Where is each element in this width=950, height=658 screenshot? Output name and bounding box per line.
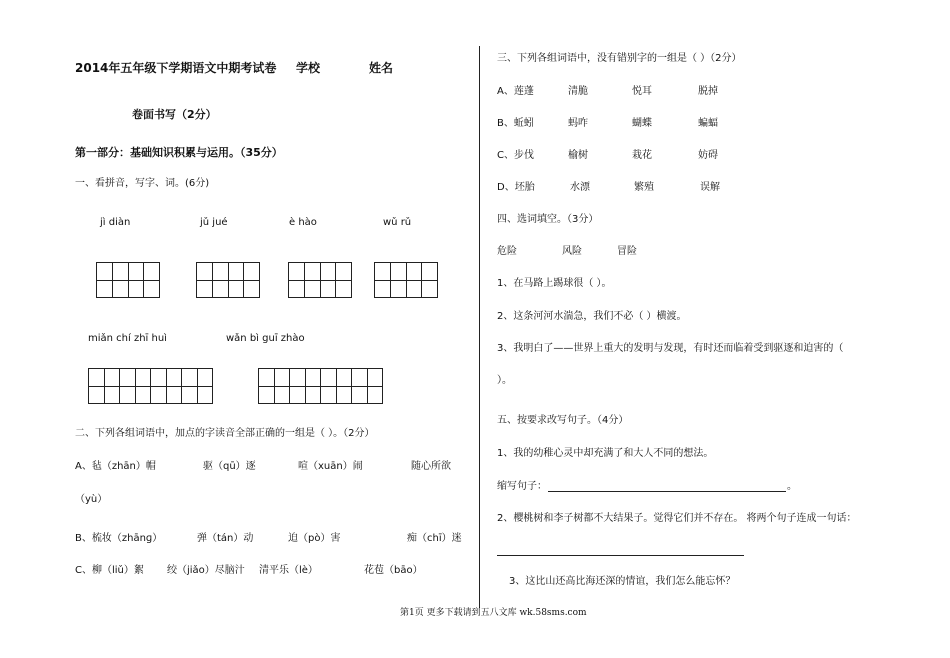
part1-heading: 第一部分：基础知识积累与运用。（35分）: [75, 146, 283, 159]
q5-sentence-2: 2、樱桃树和李子树都不大结果子。觉得它们并不存在。 将两个句子连成一句话：: [497, 513, 857, 524]
q2-option-a: 驱（qū）逐: [203, 461, 256, 472]
pinyin-5: miǎn chí zhī huì: [88, 333, 167, 344]
q2-option-c: 清平乐（lè）: [259, 565, 318, 576]
exam-title: 2014年五年级下学期语文中期考试卷: [75, 61, 277, 75]
q2-option-b: 弹（tán）动: [197, 533, 254, 544]
pinyin-4: wǔ rǔ: [383, 217, 412, 228]
pinyin-6: wǎn bì guī zhào: [226, 333, 305, 344]
q2-option-c: C、柳（liǔ）絮: [75, 565, 144, 576]
handwriting-score: 卷面书写（2分）: [132, 108, 217, 121]
school-label: 学校: [296, 61, 321, 75]
column-divider: [479, 46, 480, 608]
q2-option-a: A、毡（zhān）帽: [75, 461, 156, 472]
q3-option-d: 水漂: [570, 182, 590, 193]
q4-sentence-2: 2、这条河河水湍急，我们不必（ ）横渡。: [497, 311, 687, 322]
q3-option-b: 蝙蝠: [698, 118, 718, 129]
pinyin-1: jì diàn: [100, 217, 131, 228]
q3-option-b: 蚂咋: [568, 118, 588, 129]
q2-option-c: 花苞（bāo）: [364, 565, 423, 576]
q3-option-a: A、莲蓬: [497, 86, 534, 97]
q3-option-c: 妨碍: [698, 150, 718, 161]
q2-title: 二、下列各组词语中，加点的字读音全部正确的一组是（ ）。（2分）: [75, 428, 375, 439]
q5-title: 五、按要求改写句子。（4分）: [497, 415, 629, 426]
q3-option-a: 脱掉: [698, 86, 718, 97]
q3-option-a: 清脆: [568, 86, 588, 97]
pinyin-3: è hào: [289, 217, 317, 228]
q5-condense-end: 。: [787, 481, 797, 492]
char-grid: [258, 368, 383, 404]
q5-sentence-3: 3、这比山还高比海还深的情谊，我们怎么能忘怀？: [509, 576, 736, 587]
q2-option-b: 迫（pò）害: [288, 533, 341, 544]
page-footer: 第1页 更多下载请到五八文库 wk.58sms.com: [400, 608, 587, 618]
q3-option-b: B、蚯蚓: [497, 118, 534, 129]
q3-option-d: 繁殖: [634, 182, 654, 193]
q5-condense-label: 缩写句子：: [497, 481, 547, 492]
q2-option-b: B、梳妆（zhānɡ）: [75, 533, 163, 544]
char-grid: [374, 262, 438, 298]
q3-option-d: D、坯胎: [497, 182, 535, 193]
q4-sentence-3-cont: ）。: [497, 375, 512, 386]
q3-option-b: 蝴蝶: [632, 118, 652, 129]
char-grid: [288, 262, 352, 298]
q4-word: 危险: [497, 246, 517, 257]
q2-option-a: 喧（xuān）闹: [298, 461, 363, 472]
q3-option-c: 栽花: [632, 150, 652, 161]
answer-line[interactable]: [497, 555, 744, 556]
q4-sentence-3: 3、我明白了——世界上重大的发明与发现，有时还而临着受到驱逐和迫害的（: [497, 343, 844, 354]
q2-option-a-cont: （yù）: [75, 494, 108, 505]
char-grid: [88, 368, 213, 404]
q3-option-d: 误解: [700, 182, 720, 193]
q4-word: 风险: [562, 246, 582, 257]
q2-option-b: 痴（chī）迷: [407, 533, 462, 544]
q1-title: 一、看拼音，写字、词。(6分): [75, 178, 210, 189]
q3-title: 三、下列各组词语中，没有错别字的一组是（ ）（2分）: [497, 53, 742, 64]
char-grid: [96, 262, 160, 298]
q3-option-c: C、步伐: [497, 150, 534, 161]
pinyin-2: jǔ jué: [200, 217, 228, 228]
q4-sentence-1: 1、在马路上踢球很（ ）。: [497, 278, 612, 289]
name-label: 姓名: [369, 61, 394, 75]
q4-word: 冒险: [617, 246, 637, 257]
q3-option-c: 榆树: [568, 150, 588, 161]
answer-line[interactable]: [548, 491, 786, 492]
q2-option-a: 随心所欲: [411, 461, 451, 472]
q2-option-c: 绞（jiǎo）尽脑汁: [167, 565, 245, 576]
q3-option-a: 悦耳: [632, 86, 652, 97]
q4-title: 四、选词填空。（3分）: [497, 214, 599, 225]
q5-sentence-1: 1、我的幼稚心灵中却充满了和大人不同的想法。: [497, 448, 714, 459]
char-grid: [196, 262, 260, 298]
